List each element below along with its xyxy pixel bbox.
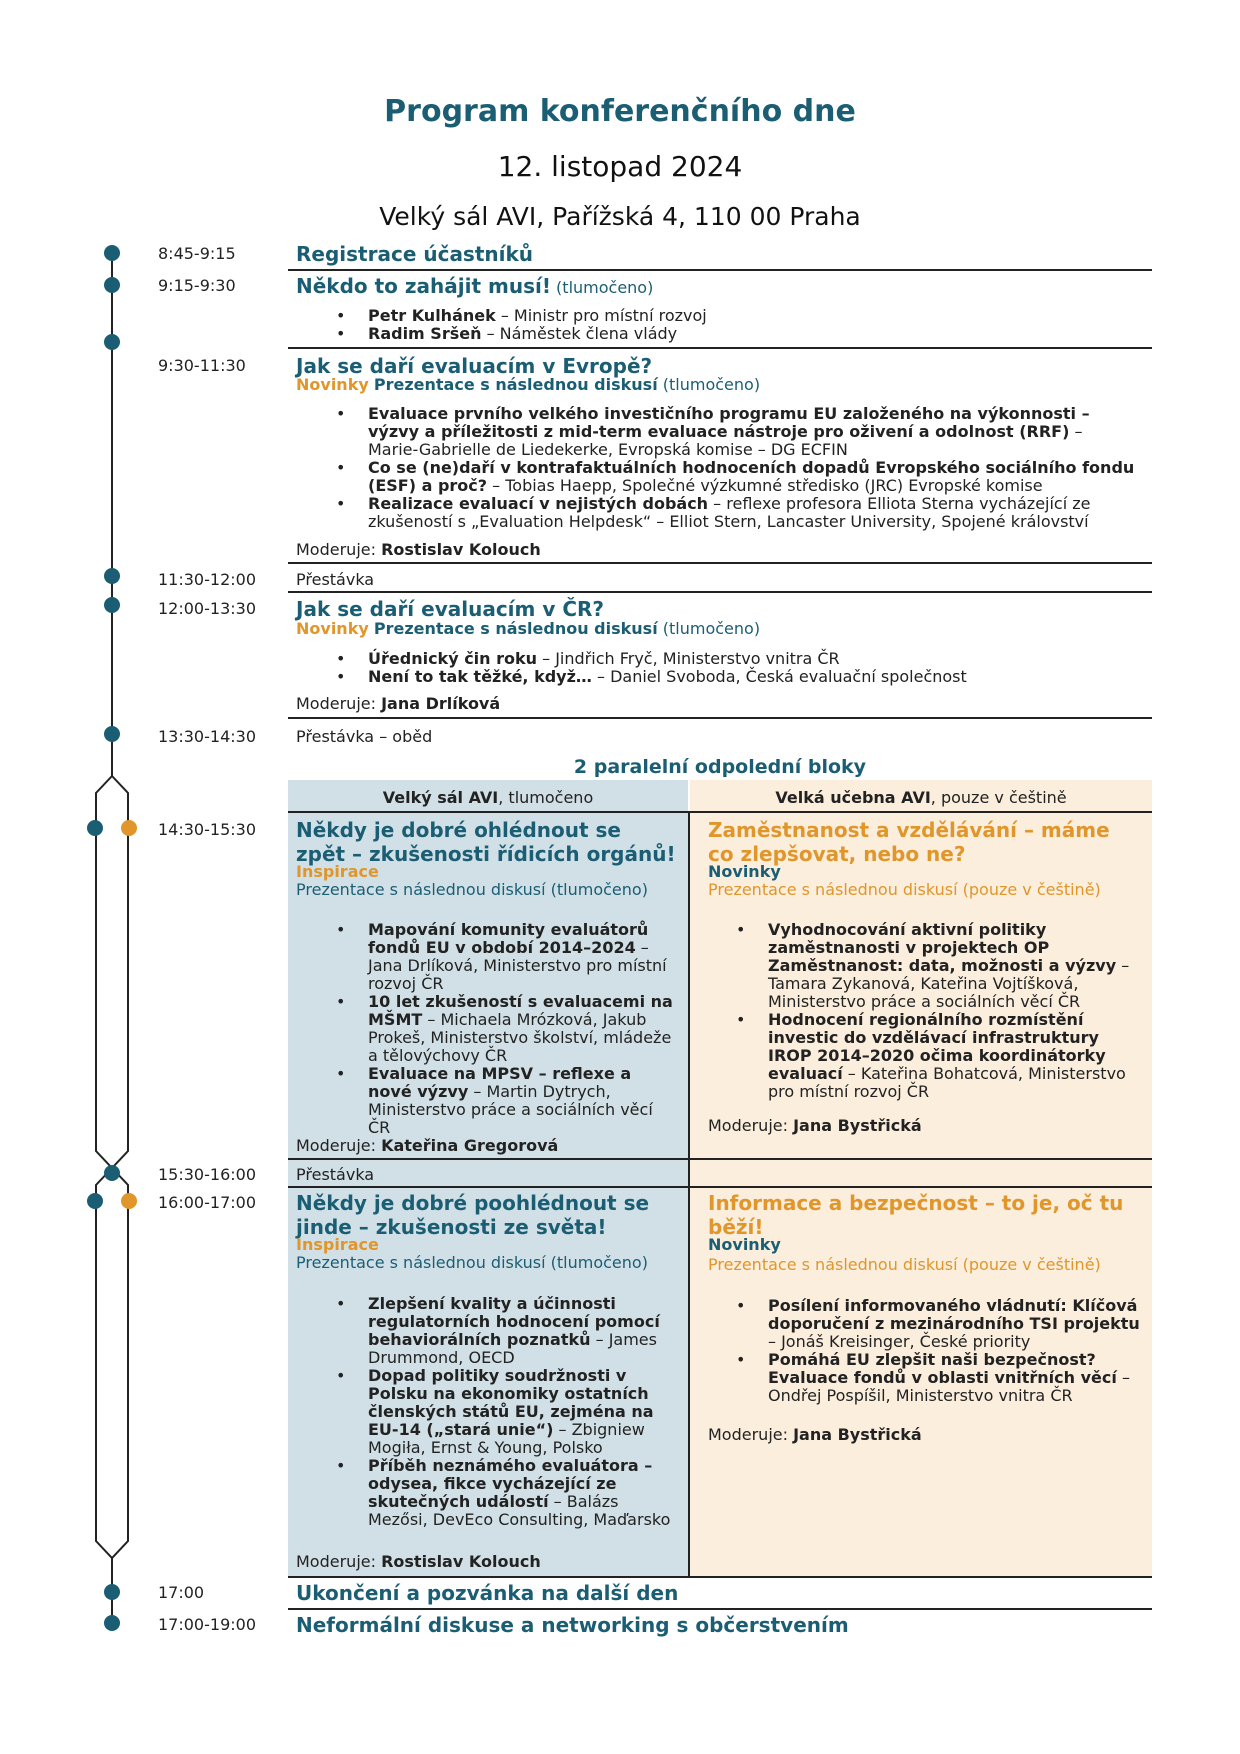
networking-title: Neformální diskuse a networking s občerstvením (296, 1613, 849, 1637)
divider (288, 1576, 1152, 1578)
list-item: • Dopad politiky soudržnosti v Polsku na ekonomiky ostatních členských států EU, zejména na EU-14 („stará unie“) – Zbigniew Mogiła, Ernst & Young, Polsko (336, 1367, 676, 1457)
list-item: • Co se (ne)daří v kontrafaktuálních hodnoceních dopadů Evropského sociálního fondu (ESF) a proč? – Tobias Haepp, Společné výzkumné středisko (JRC) Evropské komise (336, 459, 1136, 495)
break1-title: Přestávka (296, 570, 375, 589)
block1-right-items (736, 921, 1141, 1101)
divider (288, 717, 1152, 719)
europe-title: Jak se daří evaluacím v Evropě? (296, 354, 653, 378)
list-item: • Evaluace na MPSV – reflexe a nové výzvy – Martin Dytrych, Ministerstvo práce a sociálních věcí ČR (336, 1065, 676, 1137)
time-break2: 15:30-16:00 (158, 1165, 256, 1184)
block1-left-items (336, 921, 676, 1137)
list-item: • Vyhodnocování aktivní politiky zaměstnanosti v projektech OP Zaměstnanost: data, možnosti a výzvy – Tamara Zykanová, Kateřina Vojtíšková, Ministerstvo práce a sociálních věcí ČR (736, 921, 1141, 1011)
block2-left-moderator: Moderuje: Rostislav Kolouch (296, 1552, 541, 1571)
event-date: 12. listopad 2024 (497, 150, 743, 183)
divider (288, 347, 1152, 349)
list-item: • Realizace evaluací v nejistých dobách – reflexe profesora Elliota Sterna vycházející ze zkušeností s „Evaluation Helpdesk“ – Elliot Stern, Lancaster University, Spojené království (336, 495, 1136, 531)
block2-left-title: Někdy je dobré poohlédnout se jinde – zkušenosti ze světa! (296, 1191, 650, 1239)
list-item: • Příběh neznámého evaluátora – odysea, fikce vycházející ze skutečných událostí – Balázs Mezősi, DevEco Consulting, Maďarsko (336, 1457, 676, 1529)
block1-left-title: Někdy je dobré ohlédnout se zpět – zkušenosti řídicích orgánů! (296, 818, 676, 866)
parallel-right-head: Velká učebna AVI, pouze v češtině (775, 788, 1067, 807)
time-closing: 17:00 (158, 1583, 205, 1602)
opening-note: (tlumočeno) (556, 278, 654, 297)
list-item: • Mapování komunity evaluátorů fondů EU v období 2014–2024 – Jana Drlíková, Ministerstvo pro místní rozvoj ČR (336, 921, 676, 993)
cz-items (336, 650, 1136, 686)
list-item: • Petr Kulhánek – Ministr pro místní rozvoj (336, 307, 1116, 325)
divider (288, 1158, 1152, 1160)
block1-left-moderator: Moderuje: Kateřina Gregorová (296, 1136, 559, 1155)
time-cz: 12:00-13:30 (158, 599, 256, 618)
opening-speakers (336, 307, 1116, 343)
divider (288, 811, 1152, 813)
timeline-dot-break1 (104, 568, 120, 584)
time-block2: 16:00-17:00 (158, 1193, 256, 1212)
parallel-right-bg (690, 780, 1152, 1576)
block1-right-title: Zaměstnanost a vzdělávání – máme co zlepšovat, nebo ne? (708, 818, 1110, 866)
timeline-dot-block2-right (121, 1193, 137, 1209)
closing-title: Ukončení a pozvánka na další den (296, 1581, 679, 1605)
timeline-dot-block1-left (87, 820, 103, 836)
block1-right-moderator: Moderuje: Jana Bystřická (708, 1116, 922, 1135)
list-item: • 10 let zkušeností s evaluacemi na MŠMT – Michaela Mrózková, Jakub Prokeš, Ministerstvo školství, mládeže a tělovýchovy ČR (336, 993, 676, 1065)
time-break1: 11:30-12:00 (158, 570, 256, 589)
block2-left-subtitle: Prezentace s následnou diskusí (tlumočeno) (296, 1253, 648, 1272)
divider (288, 562, 1152, 564)
cz-title: Jak se daří evaluacím v ČR? (296, 597, 605, 621)
list-item: • Evaluace prvního velkého investičního programu EU založeného na výkonnosti – výzvy a příležitosti z mid-term evaluace nástroje pro oživení a odolnost (RRF) – Marie-Gabrielle de Liedekerke, Evropská komise – DG ECFIN (336, 405, 1136, 459)
timeline-dot-europe (104, 334, 120, 350)
timeline-dot-lunch (104, 726, 120, 742)
time-block1: 14:30-15:30 (158, 820, 256, 839)
timeline (80, 240, 160, 1640)
tag-badge: Inspirace (296, 1235, 379, 1254)
europe-note: (tlumočeno) (662, 375, 761, 394)
parallel-title: 2 paralelní odpolední bloky (573, 756, 867, 778)
block1-right-subtitle: Prezentace s následnou diskusí (pouze v češtině) (708, 880, 1101, 899)
registration-title: Registrace účastníků (296, 242, 534, 266)
divider (288, 269, 1152, 271)
block1-left-subtitle: Prezentace s následnou diskusí (tlumočeno) (296, 880, 648, 899)
list-item: • Pomáhá EU zlepšit naši bezpečnost? Evaluace fondů v oblasti vnitřních věcí – Ondřej Pospíšil, Ministerstvo vnitra ČR (736, 1351, 1141, 1405)
block2-left-items (336, 1295, 676, 1529)
cz-subtitle-row (296, 619, 760, 638)
tag-badge: Novinky (296, 375, 369, 394)
timeline-dot-block1-right (121, 820, 137, 836)
list-item: • Radim Sršeň – Náměstek člena vlády (336, 325, 1116, 343)
europe-subtitle: Prezentace s následnou diskusí (373, 375, 658, 394)
timeline-dot-cz (104, 597, 120, 613)
break2-title: Přestávka (296, 1165, 375, 1184)
divider (288, 591, 1152, 593)
lunch-title: Přestávka – oběd (296, 727, 433, 746)
time-lunch: 13:30-14:30 (158, 727, 256, 746)
list-item: • Úřednický čin roku – Jindřich Fryč, Ministerstvo vnitra ČR (336, 650, 1136, 668)
tag-badge: Novinky (296, 619, 369, 638)
timeline-dot-opening (104, 277, 120, 293)
block2-right-subtitle: Prezentace s následnou diskusí (pouze v češtině) (708, 1255, 1101, 1274)
timeline-dot-block2-left (87, 1193, 103, 1209)
opening-title-row (296, 274, 653, 298)
europe-subtitle-row (296, 375, 760, 394)
time-europe: 9:30-11:30 (158, 356, 246, 375)
tag-badge: Inspirace (296, 862, 379, 881)
opening-title: Někdo to zahájit musí! (296, 274, 551, 298)
list-item: • Není to tak těžké, když… – Daniel Svoboda, Česká evaluační společnost (336, 668, 1136, 686)
cz-note: (tlumočeno) (662, 619, 761, 638)
list-item: • Posílení informovaného vládnutí: Klíčová doporučení z mezinárodního TSI projektu – Jonáš Kreisinger, České priority (736, 1297, 1141, 1351)
list-item: • Zlepšení kvality a účinnosti regulatorních hodnocení pomocí behaviorálních poznatků – James Drummond, OECD (336, 1295, 676, 1367)
block2-right-items (736, 1297, 1141, 1405)
time-networking: 17:00-19:00 (158, 1615, 256, 1634)
tag-badge: Novinky (708, 862, 781, 881)
divider (288, 1608, 1152, 1610)
block2-right-moderator: Moderuje: Jana Bystřická (708, 1425, 922, 1444)
time-opening: 9:15-9:30 (158, 276, 236, 295)
timeline-dot-break2 (104, 1165, 120, 1181)
event-venue: Velký sál AVI, Pařížská 4, 110 00 Praha (379, 202, 861, 231)
cz-subtitle: Prezentace s následnou diskusí (373, 619, 658, 638)
divider (288, 1186, 1152, 1188)
column-separator (688, 811, 690, 1576)
parallel-left-head: Velký sál AVI, tlumočeno (382, 788, 594, 807)
europe-moderator: Moderuje: Rostislav Kolouch (296, 540, 541, 559)
page-title: Program konferenčního dne (384, 94, 856, 129)
timeline-dot-closing (104, 1584, 120, 1600)
cz-moderator: Moderuje: Jana Drlíková (296, 694, 501, 713)
list-item: • Hodnocení regionálního rozmístění investic do vzdělávací infrastruktury IROP 2014–2020 očima koordinátorky evaluací – Kateřina Bohatcová, Ministerstvo pro místní rozvoj ČR (736, 1011, 1141, 1101)
block2-right-title: Informace a bezpečnost – to je, oč tu běží! (708, 1191, 1124, 1239)
timeline-dot-registration (104, 245, 120, 261)
time-registration: 8:45-9:15 (158, 244, 236, 263)
timeline-dot-networking (104, 1615, 120, 1631)
europe-items (336, 405, 1136, 531)
tag-badge: Novinky (708, 1235, 781, 1254)
